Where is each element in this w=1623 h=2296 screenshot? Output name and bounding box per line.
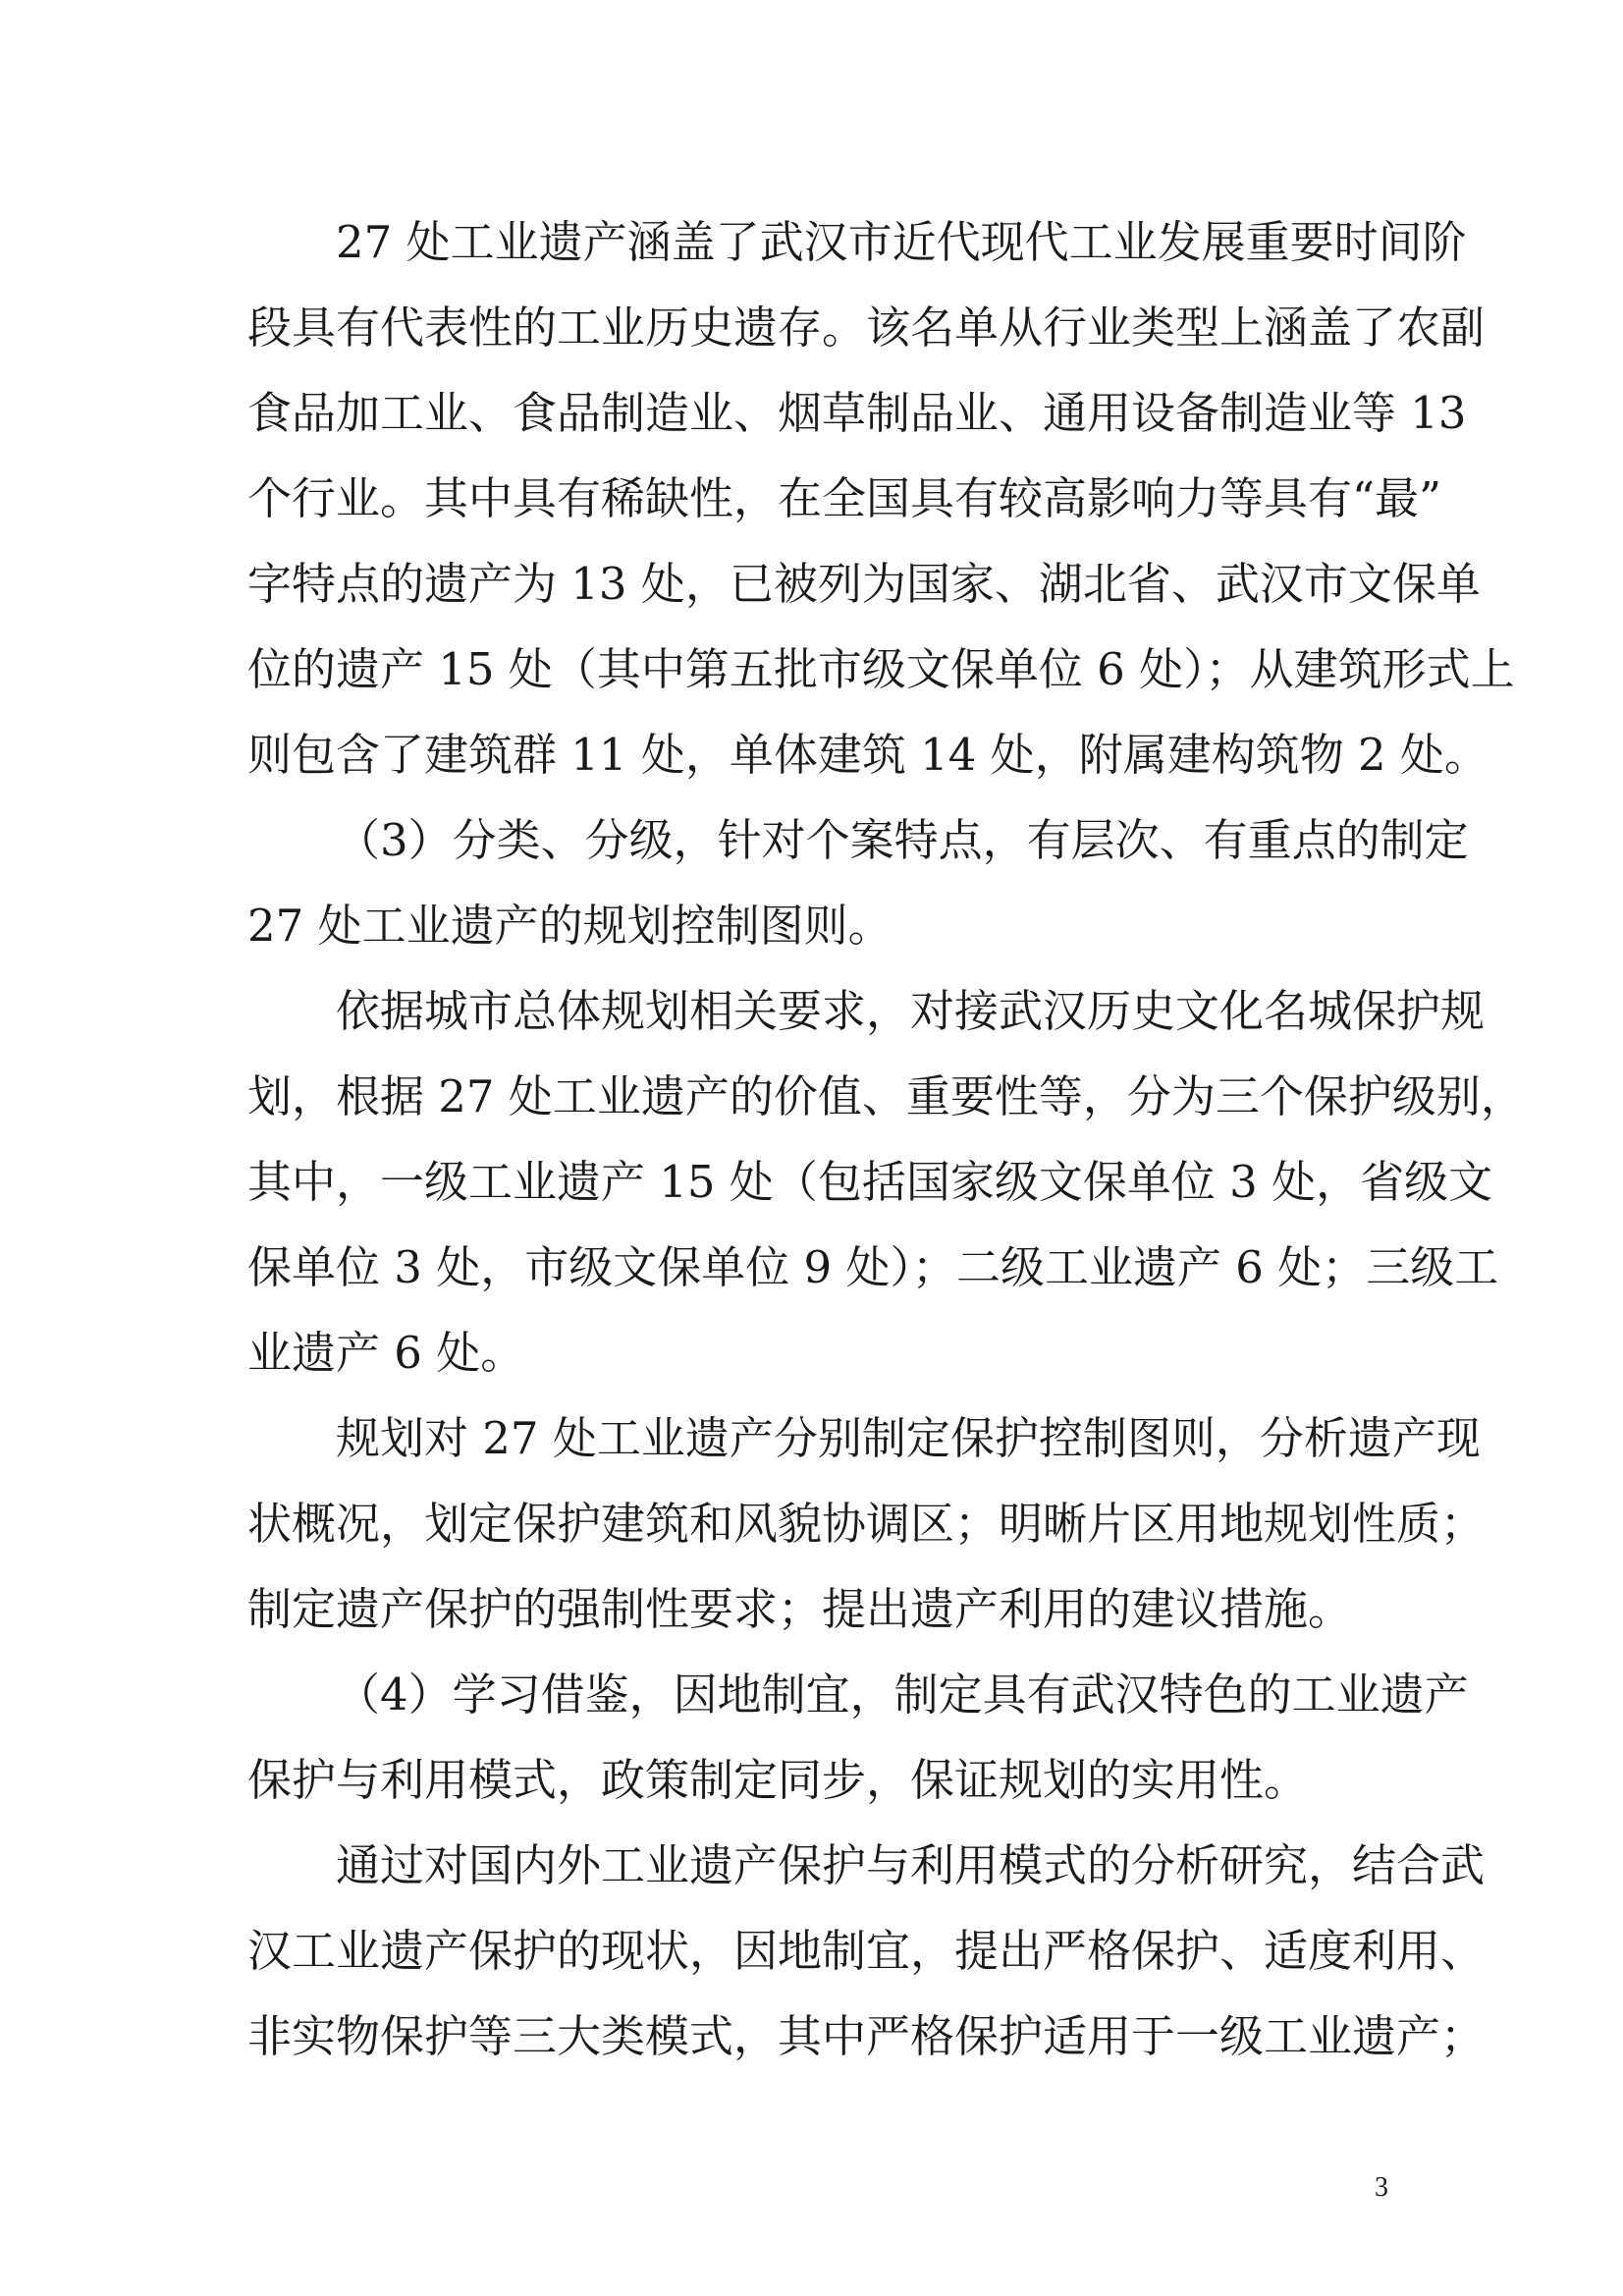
- section-heading-4-line-1: （4）学习借鉴，因地制宜，制定具有武汉特色的工业遗产: [336, 1668, 1469, 1721]
- paragraph-2-line-3: 其中，一级工业遗产 15 处（包括国家级文保单位 3 处，省级文: [247, 1156, 1493, 1208]
- paragraph-2-line-4: 保单位 3 处，市级文保单位 9 处）；二级工业遗产 6 处；三级工: [247, 1241, 1499, 1293]
- page-number: 3: [1375, 2172, 1388, 2203]
- section-heading-3-line-1: （3）分类、分级，针对个案特点，有层次、有重点的制定: [336, 814, 1469, 866]
- paragraph-2-line-1: 依据城市总体规划相关要求，对接武汉历史文化名城保护规: [336, 985, 1486, 1037]
- paragraph-2-line-2: 划，根据 27 处工业遗产的价值、重要性等，分为三个保护级别，: [247, 1070, 1525, 1122]
- paragraph-4-line-3: 非实物保护等三大类模式，其中严格保护适用于一级工业遗产；: [247, 2010, 1486, 2062]
- section-heading-3-line-2: 27 处工业遗产的规划控制图则。: [247, 900, 893, 952]
- paragraph-1-line-2: 段具有代表性的工业历史遗存。该名单从行业类型上涵盖了农副: [247, 301, 1486, 354]
- paragraph-3-line-2: 状概况，划定保护建筑和风貌协调区；明晰片区用地规划性质；: [247, 1498, 1486, 1550]
- paragraph-4-line-1: 通过对国内外工业遗产保护与利用模式的分析研究，结合武: [336, 1839, 1486, 1891]
- paragraph-1-line-3: 食品加工业、食品制造业、烟草制品业、通用设备制造业等 13: [247, 387, 1467, 439]
- paragraph-1-line-7: 则包含了建筑群 11 处，单体建筑 14 处，附属建构筑物 2 处。: [247, 729, 1488, 781]
- paragraph-1-line-6: 位的遗产 15 处（其中第五批市级文保单位 6 处）；从建筑形式上: [247, 643, 1515, 695]
- paragraph-3-line-3: 制定遗产保护的强制性要求；提出遗产利用的建议措施。: [247, 1583, 1353, 1635]
- paragraph-3-line-1: 规划对 27 处工业遗产分别制定保护控制图则，分析遗产现: [336, 1412, 1481, 1464]
- paragraph-1-line-4: 个行业。其中具有稀缺性，在全国具有较高影响力等具有“最”: [247, 472, 1442, 524]
- paragraph-1-line-5: 字特点的遗产为 13 处，已被列为国家、湖北省、武汉市文保单: [247, 558, 1481, 610]
- paragraph-4-line-2: 汉工业遗产保护的现状，因地制宜，提出严格保护、适度利用、: [247, 1925, 1486, 1977]
- section-heading-4-line-2: 保护与利用模式，政策制定同步，保证规划的实用性。: [247, 1754, 1309, 1806]
- paragraph-2-line-5: 业遗产 6 处。: [247, 1327, 525, 1379]
- paragraph-1-line-1: 27 处工业遗产涵盖了武汉市近代现代工业发展重要时间阶: [336, 216, 1467, 268]
